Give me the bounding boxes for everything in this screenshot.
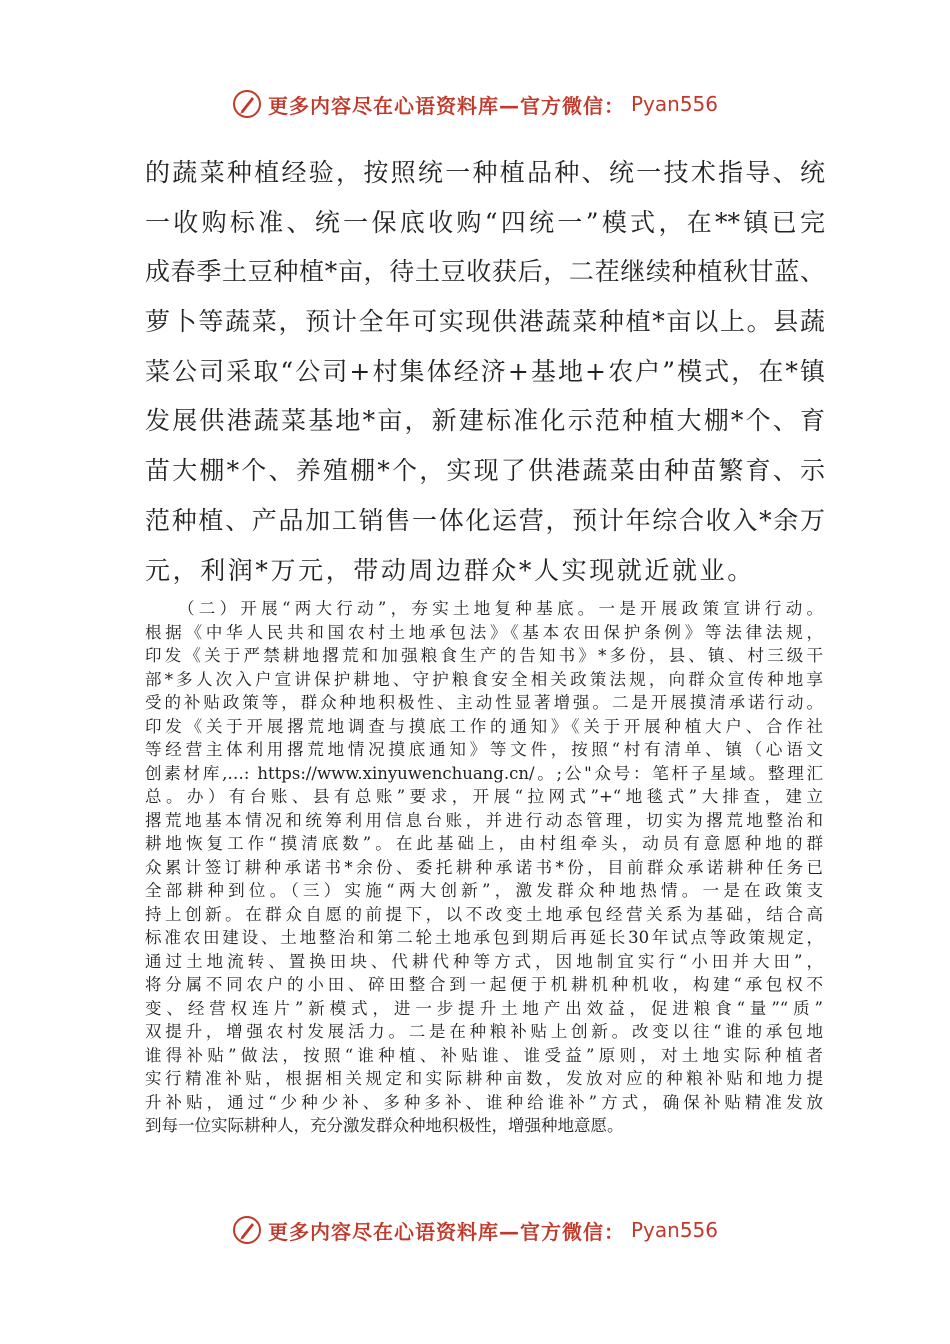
text-line: （二）开展“两大行动”，夯实土地复种基底。一是开展政策宣讲行动。 xyxy=(178,599,823,618)
text-line: 等经营主体利用撂荒地情况摸底通知》等文件，按照“村有清单、镇（心语文 xyxy=(145,740,823,759)
text-line: 升补贴，通过“少种少补、多种多补、谁种给谁补”方式，确保补贴精准发放 xyxy=(145,1092,823,1112)
text-line: 的蔬菜种植经验，按照统一种植品种、统一技术指导、统 xyxy=(145,158,825,187)
text-line: 一收购标准、统一保底收购“四统一”模式，在**镇已完 xyxy=(145,207,825,237)
quill-pen-logo-icon xyxy=(232,89,262,119)
text-line: 到每一位实际耕种人，充分激发群众种地积极性，增强种地意愿。 xyxy=(145,1116,624,1135)
text-line: 实行精准补贴，根据相关规定和实际耕种亩数，发放对应的种粮补贴和地力提 xyxy=(145,1069,823,1088)
text-line: 苗大棚*个、养殖棚*个，实现了供港蔬菜由种苗繁育、示 xyxy=(145,456,825,486)
text-line: 印发《关于开展撂荒地调查与摸底工作的通知》《关于开展种植大户、合作社 xyxy=(145,716,823,736)
text-line: 印发《关于严禁耕地撂荒和加强粮食生产的告知书》*多份，县、镇、村三级干 xyxy=(145,646,823,665)
text-line: 萝卜等蔬菜，预计全年可实现供港蔬菜种植*亩以上。县蔬 xyxy=(145,307,825,337)
text-line: 成春季土豆种植*亩，待土豆收获后，二茬继续种植秋甘蓝、 xyxy=(145,257,825,287)
text-line: 元，利润*万元，带动周边群众*人实现就近就业。 xyxy=(145,555,755,585)
text-line: 撂荒地基本情况和统筹利用信息台账，并进行动态管理，切实为撂荒地整治和 xyxy=(145,810,823,830)
text-line: 范种植、产品加工销售一体化运营，预计年综合收入*余万 xyxy=(145,505,825,535)
text-line: 受的补贴政策等，群众种地积极性、主动性显著增强。二是开展摸清承诺行动。 xyxy=(145,693,823,712)
quill-pen-logo-icon xyxy=(232,1215,262,1245)
header-banner xyxy=(0,84,950,124)
banner-wechat-handle: Pyan556 xyxy=(630,92,718,116)
text-line: 标准农田建设、土地整治和第二轮土地承包到期后再延长30年试点等政策规定， xyxy=(145,928,823,947)
banner-text: 更多内容尽在心语资料库—官方微信： xyxy=(267,93,625,118)
small-paragraph xyxy=(145,597,823,1138)
text-line: 耕地恢复工作“摸清底数”。在此基础上，由村组牵头，动员有意愿种地的群 xyxy=(145,834,823,853)
text-line: 根据《中华人民共和国农村土地承包法》《基本农田保护条例》等法律法规， xyxy=(145,622,823,642)
text-line: 将分属不同农户的小田、碎田整合到一起便于机耕机种机收，构建“承包权不 xyxy=(145,975,823,994)
text-line: 变、经营权连片”新模式，进一步提升土地产出效益，促进粮食“量”“质” xyxy=(145,998,823,1018)
text-line: 总。办）有台账、县有总账”要求，开展“拉网式”+“地毯式”大排查，建立 xyxy=(145,787,823,806)
large-paragraph xyxy=(145,148,825,595)
text-line: 发展供港蔬菜基地*亩，新建标准化示范种植大棚*个、育 xyxy=(145,406,825,436)
text-line: 创素材库,…: https://www.xinyuwenchuang.cn/。;公"众号：笔杆子星域。整理汇 xyxy=(145,763,823,783)
footer-banner xyxy=(0,1210,950,1250)
text-line: 持上创新。在群众自愿的前提下，以不改变土地承包经营关系为基础，结合高 xyxy=(145,904,823,924)
text-line: 谁得补贴”做法，按照“谁种植、补贴谁、谁受益”原则，对土地实际种植者 xyxy=(145,1045,823,1065)
text-line: 菜公司采取“公司+村集体经济+基地+农户”模式，在*镇 xyxy=(145,356,825,386)
banner-wechat-handle: Pyan556 xyxy=(630,1218,718,1242)
text-line: 通过土地流转、置换田块、代耕代种等方式，因地制宜实行“小田并大田”， xyxy=(145,951,823,971)
text-line: 部*多人次入户宣讲保护耕地、守护粮食安全相关政策法规，向群众宣传种地享 xyxy=(145,669,823,689)
text-line: 全部耕种到位。（三）实施“两大创新”，激发群众种地热情。一是在政策支 xyxy=(145,881,823,900)
text-line: 双提升，增强农村发展活力。二是在种粮补贴上创新。改变以往“谁的承包地 xyxy=(145,1022,823,1041)
text-line: 众累计签订耕种承诺书*余份、委托耕种承诺书*份，目前群众承诺耕种任务已 xyxy=(145,857,823,877)
banner-text: 更多内容尽在心语资料库—官方微信： xyxy=(267,1219,625,1244)
